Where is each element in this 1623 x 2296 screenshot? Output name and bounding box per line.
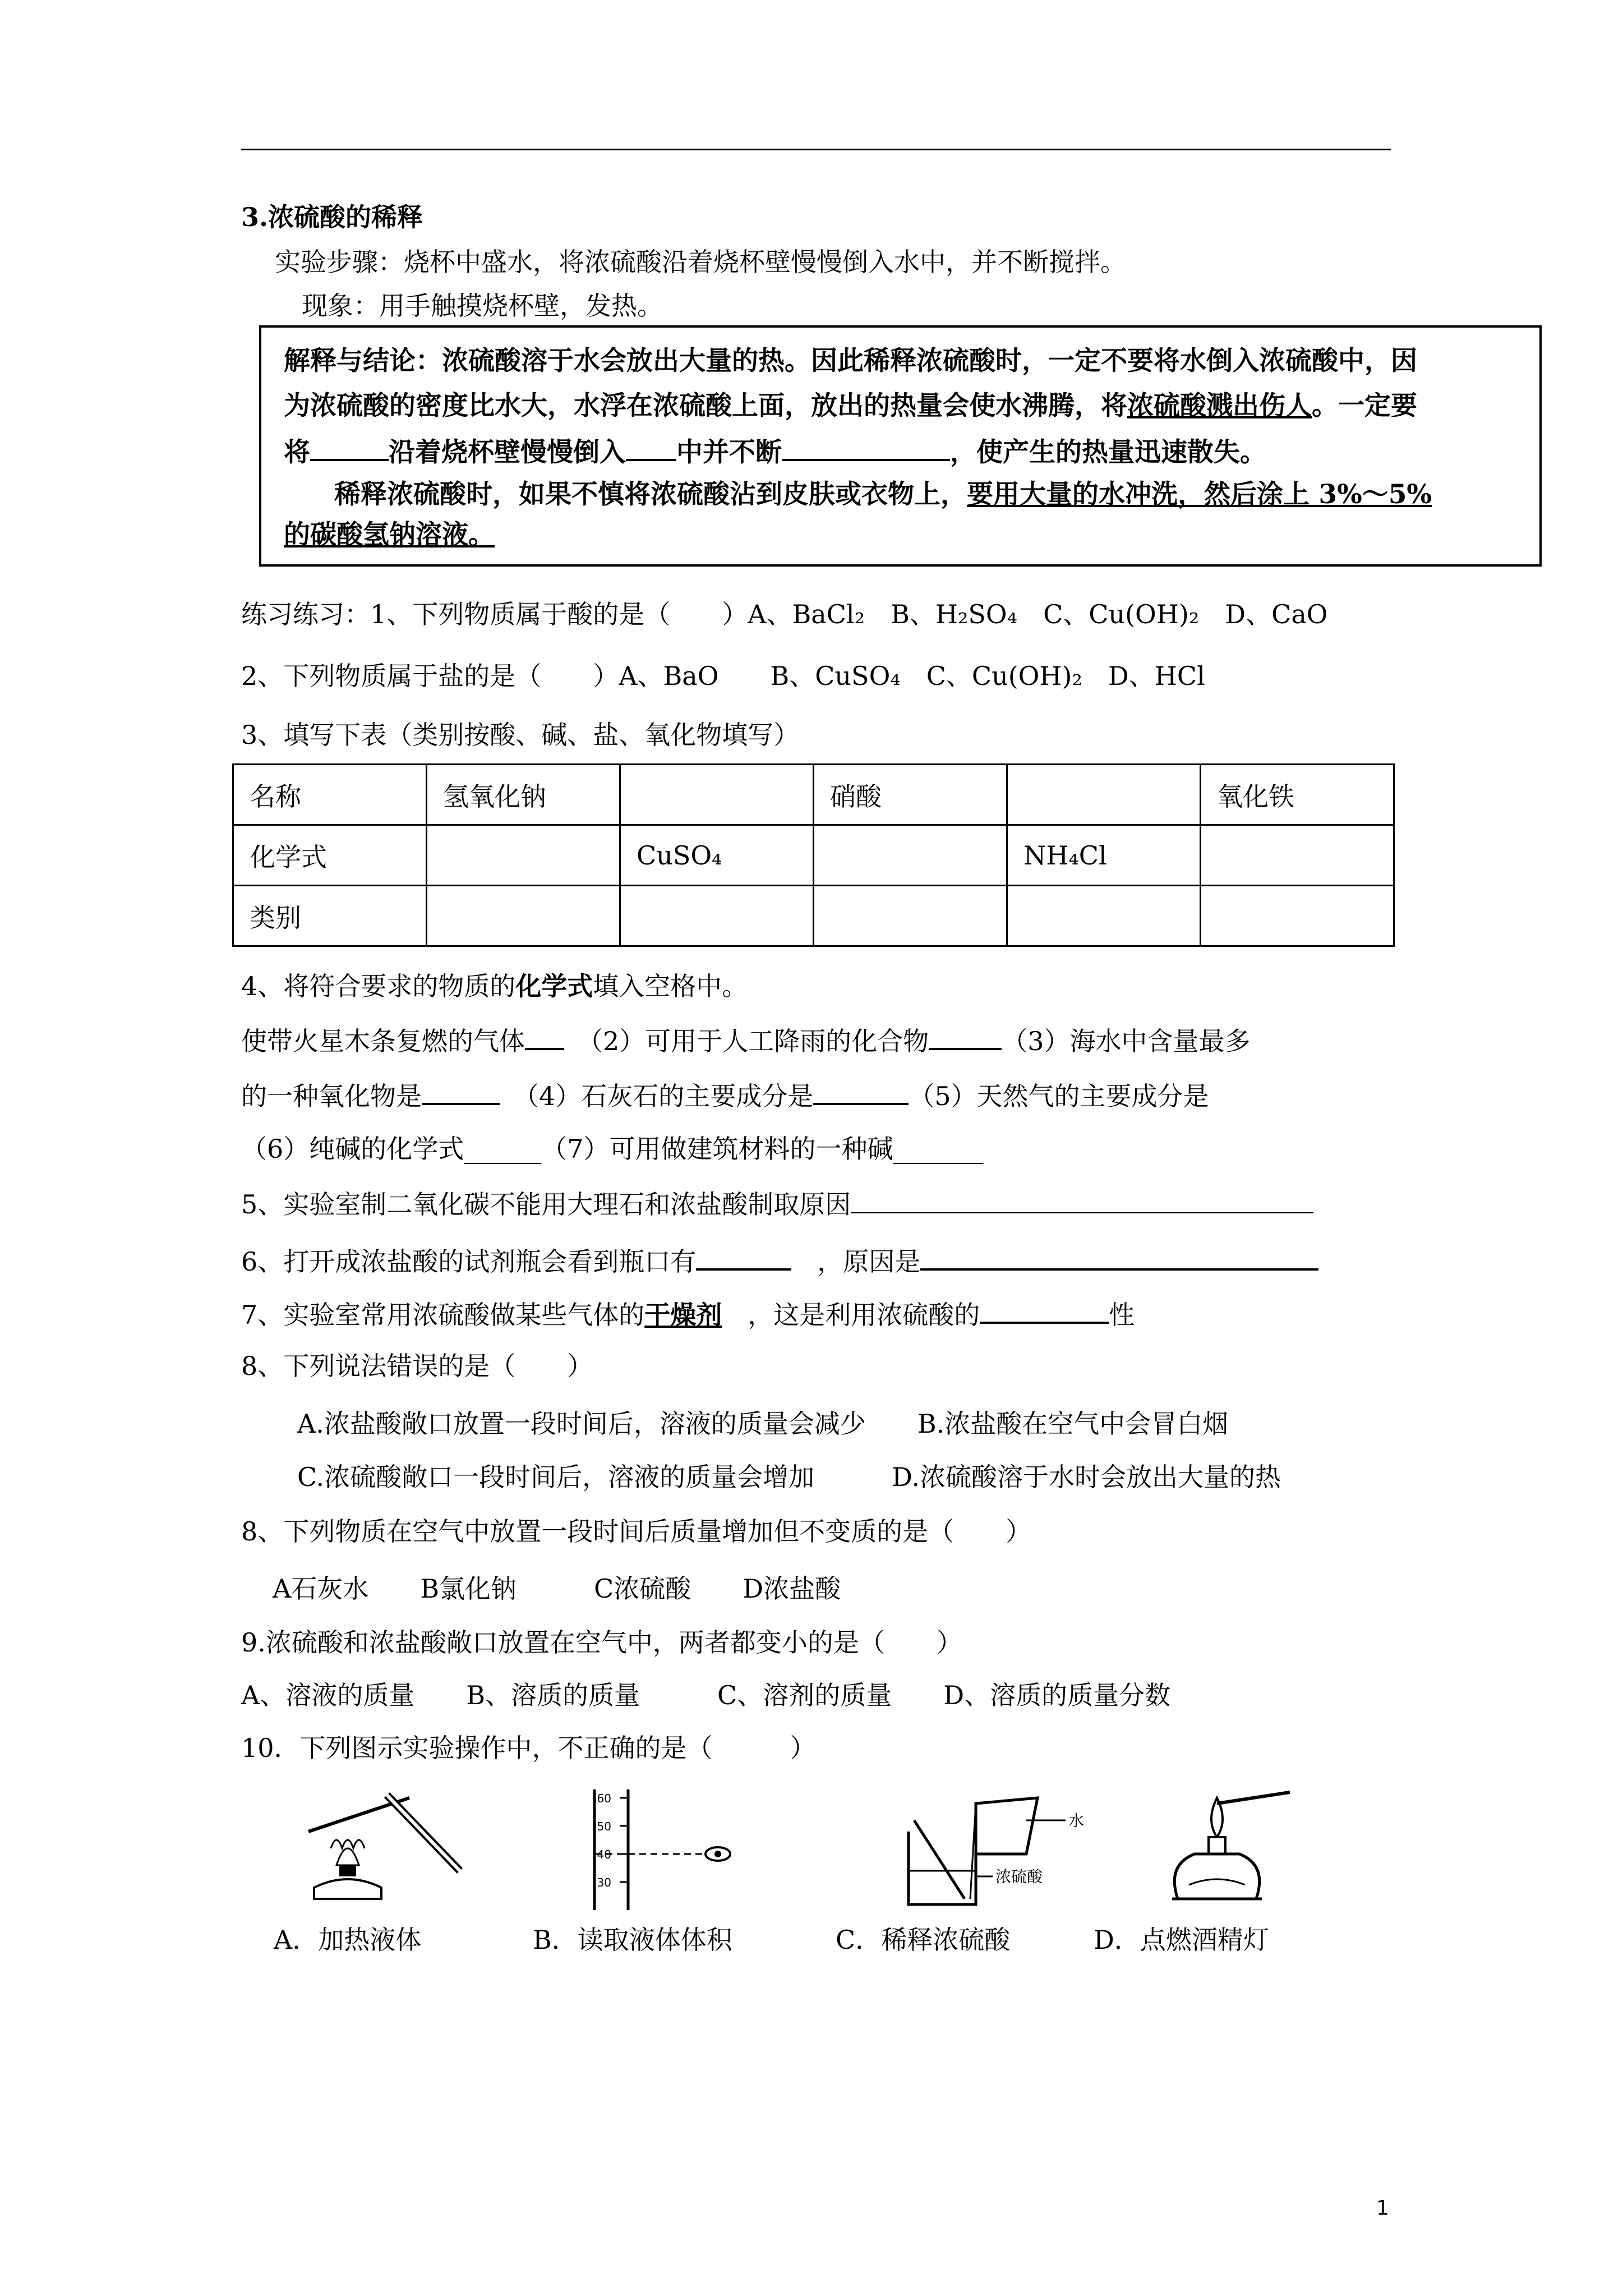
table-cell[interactable]: [1007, 886, 1201, 946]
water-label: 水: [1068, 1811, 1085, 1830]
question-10: 10．下列图示实验操作中，不正确的是（ ）: [241, 1733, 816, 1763]
table-cell: 类别: [233, 886, 427, 946]
tick-label: 30: [597, 1876, 611, 1889]
question-8: 8、下列说法错误的是（ ）: [241, 1351, 593, 1381]
page-number: 1: [1376, 2197, 1389, 2220]
table-row: [233, 886, 1394, 946]
measuring-cylinder-figure: [566, 1787, 746, 1916]
question-9: 9.浓硫酸和浓盐酸敞口放置在空气中，两者都变小的是（ ）: [241, 1627, 962, 1658]
section-title: 3.浓硫酸的稀释: [241, 202, 423, 232]
table-cell[interactable]: [814, 825, 1007, 886]
alcohol-lamp-figure: [1155, 1787, 1312, 1916]
heating-liquid-figure: [297, 1787, 465, 1910]
table-cell: 名称: [233, 765, 427, 825]
tick-label: 60: [597, 1792, 611, 1805]
conclusion-line-2: 为浓硫酸的密度比水大，水浮在浓硫酸上面，放出的热量会使水沸腾，将浓硫酸溅出伤人。一定要: [284, 390, 1417, 421]
table-cell[interactable]: [620, 886, 814, 946]
table-cell: 化学式: [233, 825, 427, 886]
table-cell: 氧化铁: [1201, 765, 1394, 825]
tick-label: 50: [597, 1820, 611, 1833]
table-cell[interactable]: [1201, 886, 1394, 946]
table-cell[interactable]: [620, 765, 814, 825]
figure-b-caption: B．读取液体体积: [533, 1925, 732, 1955]
table-cell: CuSO₄: [620, 825, 814, 886]
table-cell[interactable]: [427, 825, 620, 886]
conclusion-line-1: 解释与结论：浓硫酸溶于水会放出大量的热。因此稀释浓硫酸时，一定不要将水倒入浓硫酸中，因: [284, 346, 1417, 376]
table-cell: NH₄Cl: [1007, 825, 1201, 886]
diluting-acid-figure: [897, 1787, 1122, 1916]
question-3: 3、填写下表（类别按酸、碱、盐、氧化物填写）: [241, 720, 800, 750]
table-row: [233, 765, 1394, 825]
figure-c-caption: C．稀释浓硫酸: [836, 1925, 1011, 1955]
question-8-options-cd: C.浓硫酸敞口一段时间后，溶液的质量会增加 D.浓硫酸溶于水时会放出大量的热: [297, 1462, 1281, 1492]
acid-label: 浓硫酸: [995, 1867, 1043, 1886]
question-5: 5、实验室制二氧化碳不能用大理石和浓盐酸制取原因: [241, 1186, 1313, 1221]
fill-table: [232, 763, 1395, 947]
question-6: 6、打开成浓盐酸的试剂瓶会看到瓶口有 ，原因是: [241, 1243, 1318, 1278]
figure-d-caption: D．点燃酒精灯: [1094, 1925, 1269, 1955]
question-4-line-2: 的一种氧化物是 （4）石灰石的主要成分是 （5）天然气的主要成分是: [241, 1077, 1209, 1113]
question-4-line-1: 使带火星木条复燃的气体 （2）可用于人工降雨的化合物 （3）海水中含量最多: [241, 1022, 1251, 1058]
question-1: 练习练习：1、下列物质属于酸的是（ ）A、BaCl₂ B、H₂SO₄ C、Cu(OH)₂ D、CaO: [241, 599, 1328, 629]
table-row: [233, 825, 1394, 886]
header-rule: [241, 149, 1391, 150]
table-cell[interactable]: [1007, 765, 1201, 825]
table-cell[interactable]: [427, 886, 620, 946]
table-cell[interactable]: [814, 886, 1007, 946]
conclusion-box: [259, 325, 1542, 567]
question-8-options-ab: A.浓盐酸敞口放置一段时间后，溶液的质量会减少 B.浓盐酸在空气中会冒白烟: [297, 1409, 1229, 1439]
conclusion-line-3: 将 沿着烧杯壁慢慢倒入 中并不断 ，使产生的热量迅速散失。: [284, 433, 1266, 470]
question-4: 4、将符合要求的物质的化学式填入空格中。: [241, 971, 748, 1001]
question-7: 7、实验室常用浓硫酸做某些气体的干燥剂 ，这是利用浓硫酸的 性: [241, 1296, 1135, 1332]
question-8b-options: A石灰水 B氯化钠 C浓硫酸 D浓盐酸: [273, 1573, 841, 1604]
table-cell[interactable]: [1201, 825, 1394, 886]
question-8b: 8、下列物质在空气中放置一段时间后质量增加但不变质的是（ ）: [241, 1516, 1032, 1547]
question-9-options: A、溶液的质量 B、溶质的质量 C、溶剂的质量 D、溶质的质量分数: [241, 1680, 1171, 1710]
figure-a-caption: A．加热液体: [274, 1925, 422, 1955]
question-4-line-3: （6）纯碱的化学式______（7）可用做建筑材料的一种碱_______: [241, 1134, 984, 1164]
conclusion-line-5: 的碳酸氢钠溶液。: [284, 519, 495, 550]
tick-label: 40: [597, 1848, 611, 1861]
conclusion-line-4: 稀释浓硫酸时，如果不慎将浓硫酸沾到皮肤或衣物上，要用大量的水冲洗，然后涂上 3%～5%: [334, 479, 1432, 510]
phenomenon: 现象：用手触摸烧杯壁，发热。: [302, 291, 663, 321]
table-cell: 氢氧化钠: [427, 765, 620, 825]
question-2: 2、下列物质属于盐的是（ ）A、BaO B、CuSO₄ C、Cu(OH)₂ D、HCl: [241, 661, 1205, 691]
experiment-steps: 实验步骤：烧杯中盛水，将浓硫酸沿着烧杯壁慢慢倒入水中，并不断搅拌。: [275, 247, 1126, 277]
table-cell: 硝酸: [814, 765, 1007, 825]
